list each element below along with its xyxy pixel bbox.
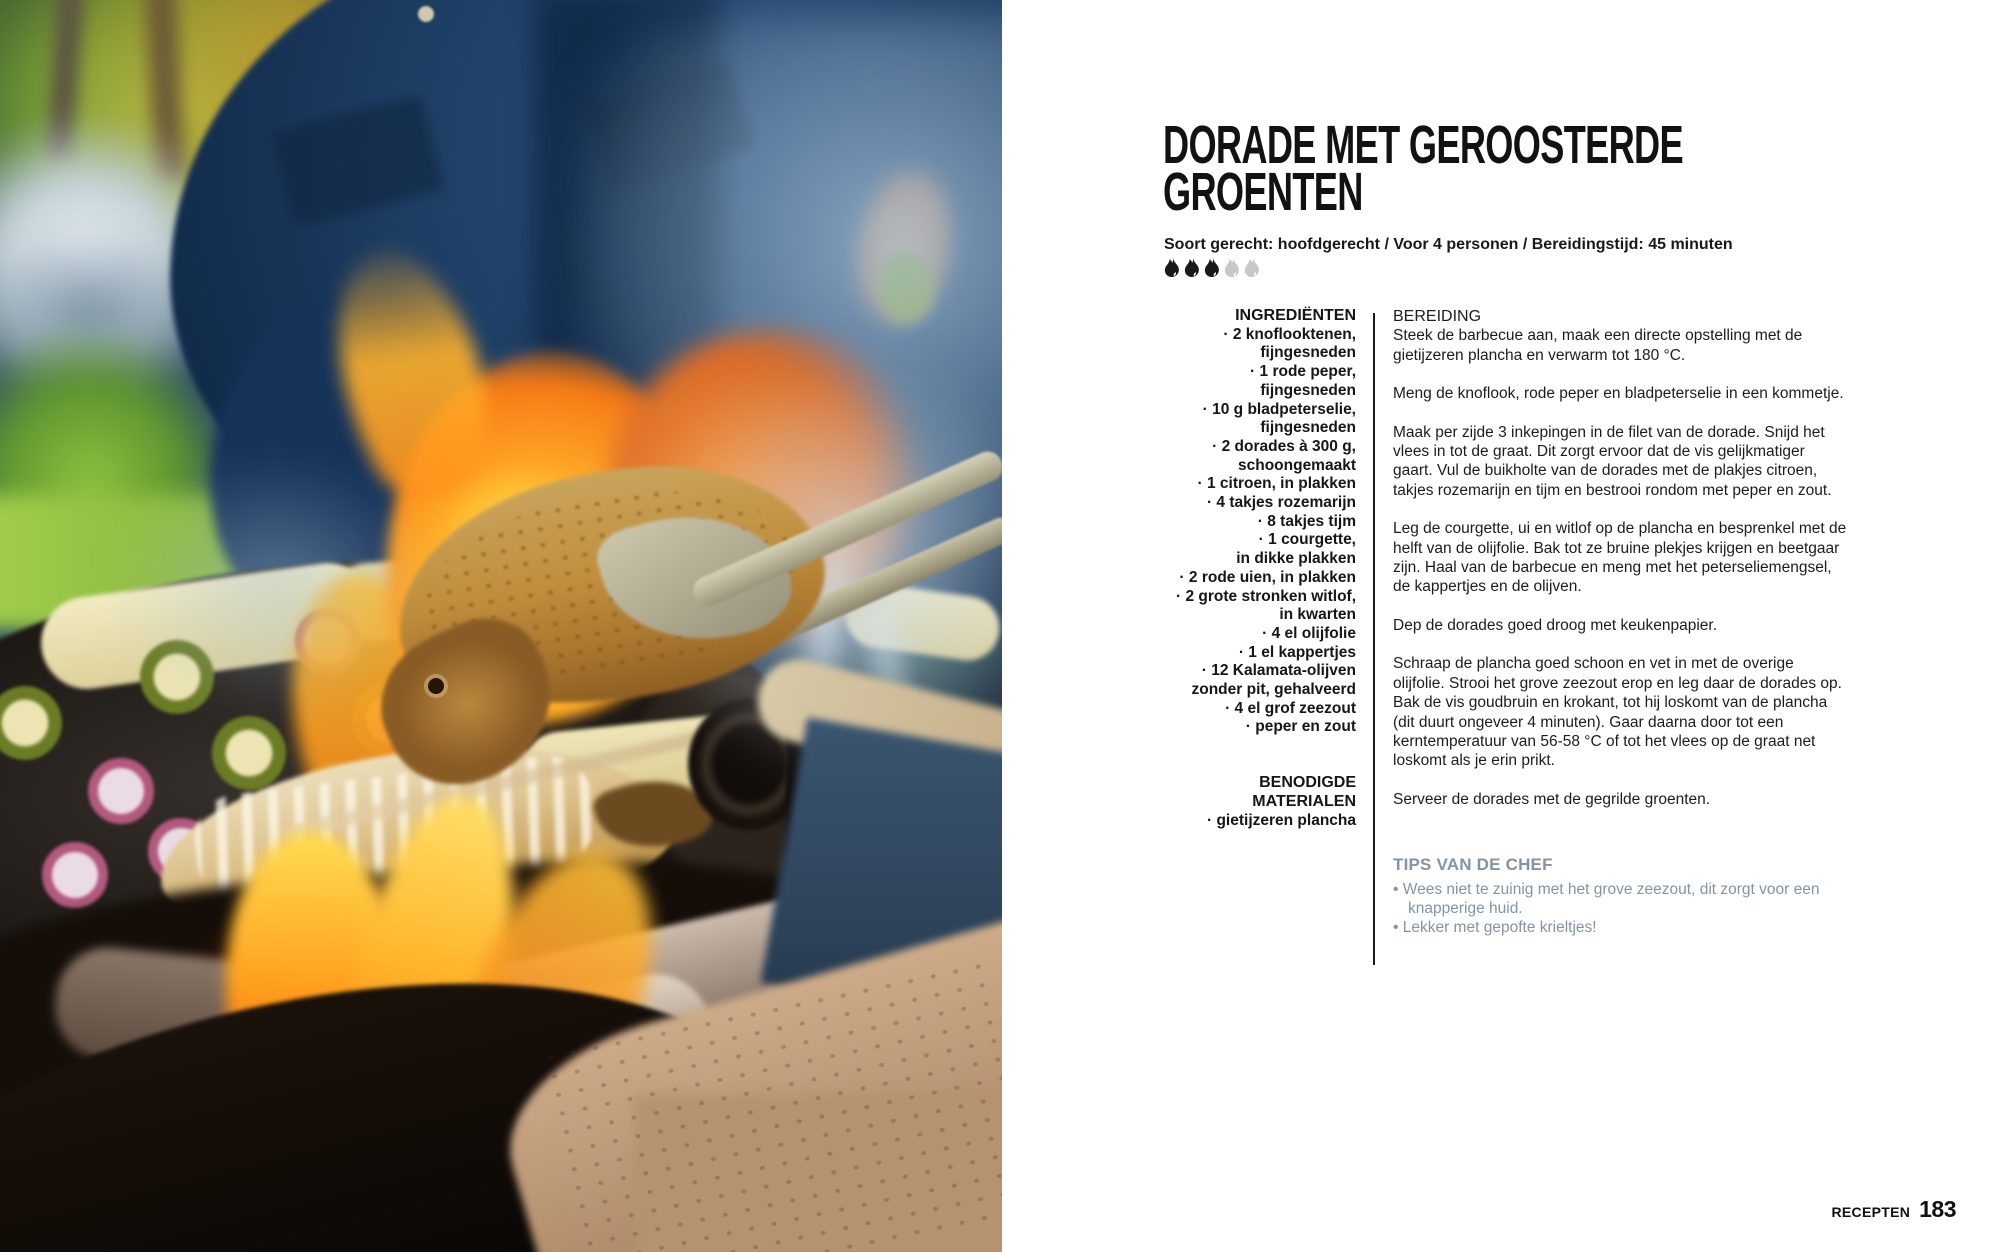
materials-heading (1122, 774, 1356, 811)
flame-icon (1222, 256, 1240, 280)
footer-page-number: 183 (1919, 1196, 1956, 1222)
text-line: · 2 knoflooktenen, (1223, 325, 1356, 343)
text-line: · 1 el kappertjes (1238, 643, 1356, 661)
text-line: · 2 rode uien, in plakken (1179, 568, 1356, 586)
text-line: • Lekker met gepofte krieltjes! (1393, 919, 1597, 937)
text-line: · 2 grote stronken witlof, (1176, 587, 1356, 605)
text-line: Maak per zijde 3 inkepingen in de filet van de dorade. Snijd het vlees in tot de graat. Dit zorgt ervoor dat de vis gelijkmatiger gaart. Vul de buikholte van de dorades met de plakjes citroen, takjes rozemarijn en tijm en bestrooi rondom met peper en zout. (1393, 423, 1832, 499)
page-footer (1831, 1196, 1956, 1223)
recipe-title-line1: DORADE MET GEROOSTERDE (1163, 115, 1683, 175)
flame-icon (1162, 256, 1180, 280)
preparation-column (1393, 307, 1848, 938)
tips-heading: TIPS VAN DE CHEF (1393, 855, 1553, 875)
flame-icon (1242, 256, 1260, 280)
text-line: in dikke plakken (1236, 550, 1356, 568)
text-line: Steek de barbecue aan, maak een directe opstelling met de gietijzeren plancha en verwarm tot 180 °C. (1393, 327, 1803, 364)
preparation-heading: BEREIDING (1393, 308, 1482, 325)
recipe-meta: Soort gerecht: hoofdgerecht / Voor 4 personen / Bereidingstijd: 45 minuten (1164, 236, 1733, 253)
photo-shirt-button-shape (418, 6, 434, 22)
text-line: · 4 el grof zeezout (1225, 699, 1356, 717)
text-line: · 1 courgette, (1258, 531, 1356, 549)
text-line: · 4 el olijfolie (1262, 624, 1356, 642)
text-line: · 1 citroen, in plakken (1197, 475, 1356, 493)
text-line: · 8 takjes tijm (1257, 512, 1356, 530)
photo-zucchini-slice-shape (212, 716, 286, 790)
text-line: in kwarten (1279, 606, 1356, 624)
text-line: · peper en zout (1245, 718, 1356, 736)
flame-icon (1182, 256, 1200, 280)
text-line: Schraap de plancha goed schoon en vet in met de overige olijfolie. Strooi het grove zeezout erop en leg daar de dorades op. Bak de vis goudbruin en krokant, tot hij loskomt van de plancha (dit duurt ongeveer 4 minuten). Gaar daarna door tot een kerntemperatuur van 56-58 °C of tot het vlees op de graat net loskomt als je erin prikt. (1393, 655, 1842, 770)
tips-list (1393, 880, 1848, 938)
recipe-title (1163, 115, 1683, 222)
text-line: • Wees niet te zuinig met het grove zeezout, dit zorgt voor een knapperige huid. (1393, 880, 1820, 917)
text-line: · 4 takjes rozemarijn (1206, 494, 1356, 512)
text-line: fijngesneden (1260, 381, 1356, 399)
text-line: Dep de dorades goed droog met keukenpapier. (1393, 616, 1718, 634)
text-line: Meng de knoflook, rode peper en bladpeterselie in een kommetje. (1393, 385, 1844, 403)
text-line: · 12 Kalamata-olijven (1201, 662, 1356, 680)
text-line: · 2 dorades à 300 g, (1212, 437, 1356, 455)
recipe-title-line2: GROENTEN (1163, 162, 1363, 222)
text-line: Serveer de dorades met de gegrilde groenten. (1393, 790, 1711, 808)
tips-section (1393, 855, 1848, 938)
recipe-page (1002, 0, 2000, 1252)
text-line: Leg de courgette, ui en witlof op de plancha en besprenkel met de helft van de olijfolie. Bak tot ze bruine plekjes krijgen en beetgaar zijn. Haal van de barbecue en meng met het peterseliemengsel, de kappertjes en de olijven. (1393, 520, 1847, 596)
text-line: MATERIALEN (1252, 792, 1356, 810)
text-line: · 1 rode peper, (1250, 363, 1356, 381)
ingredients-heading: INGREDIËNTEN (1235, 307, 1356, 324)
photo-onion-ring-shape (88, 758, 154, 824)
text-line: BENODIGDE (1259, 774, 1356, 792)
photo-onion-ring-shape (42, 842, 108, 908)
materials-list (1122, 812, 1356, 831)
text-line: · 10 g bladpeterselie, (1202, 400, 1356, 418)
ingredients-list (1122, 326, 1356, 737)
footer-section-label: RECEPTEN (1831, 1204, 1911, 1220)
ingredients-column (1122, 307, 1356, 830)
preparation-steps (1393, 326, 1848, 809)
text-line: · gietijzeren plancha (1206, 811, 1356, 829)
heat-icons (1162, 256, 1260, 280)
text-line: fijngesneden (1260, 344, 1356, 362)
photo-fish-eye-shape (428, 678, 444, 694)
flame-icon (1202, 256, 1220, 280)
column-divider (1373, 313, 1375, 965)
text-line: fijngesneden (1260, 419, 1356, 437)
text-line: zonder pit, gehalveerd (1191, 681, 1356, 699)
text-line: schoongemaakt (1237, 456, 1356, 474)
